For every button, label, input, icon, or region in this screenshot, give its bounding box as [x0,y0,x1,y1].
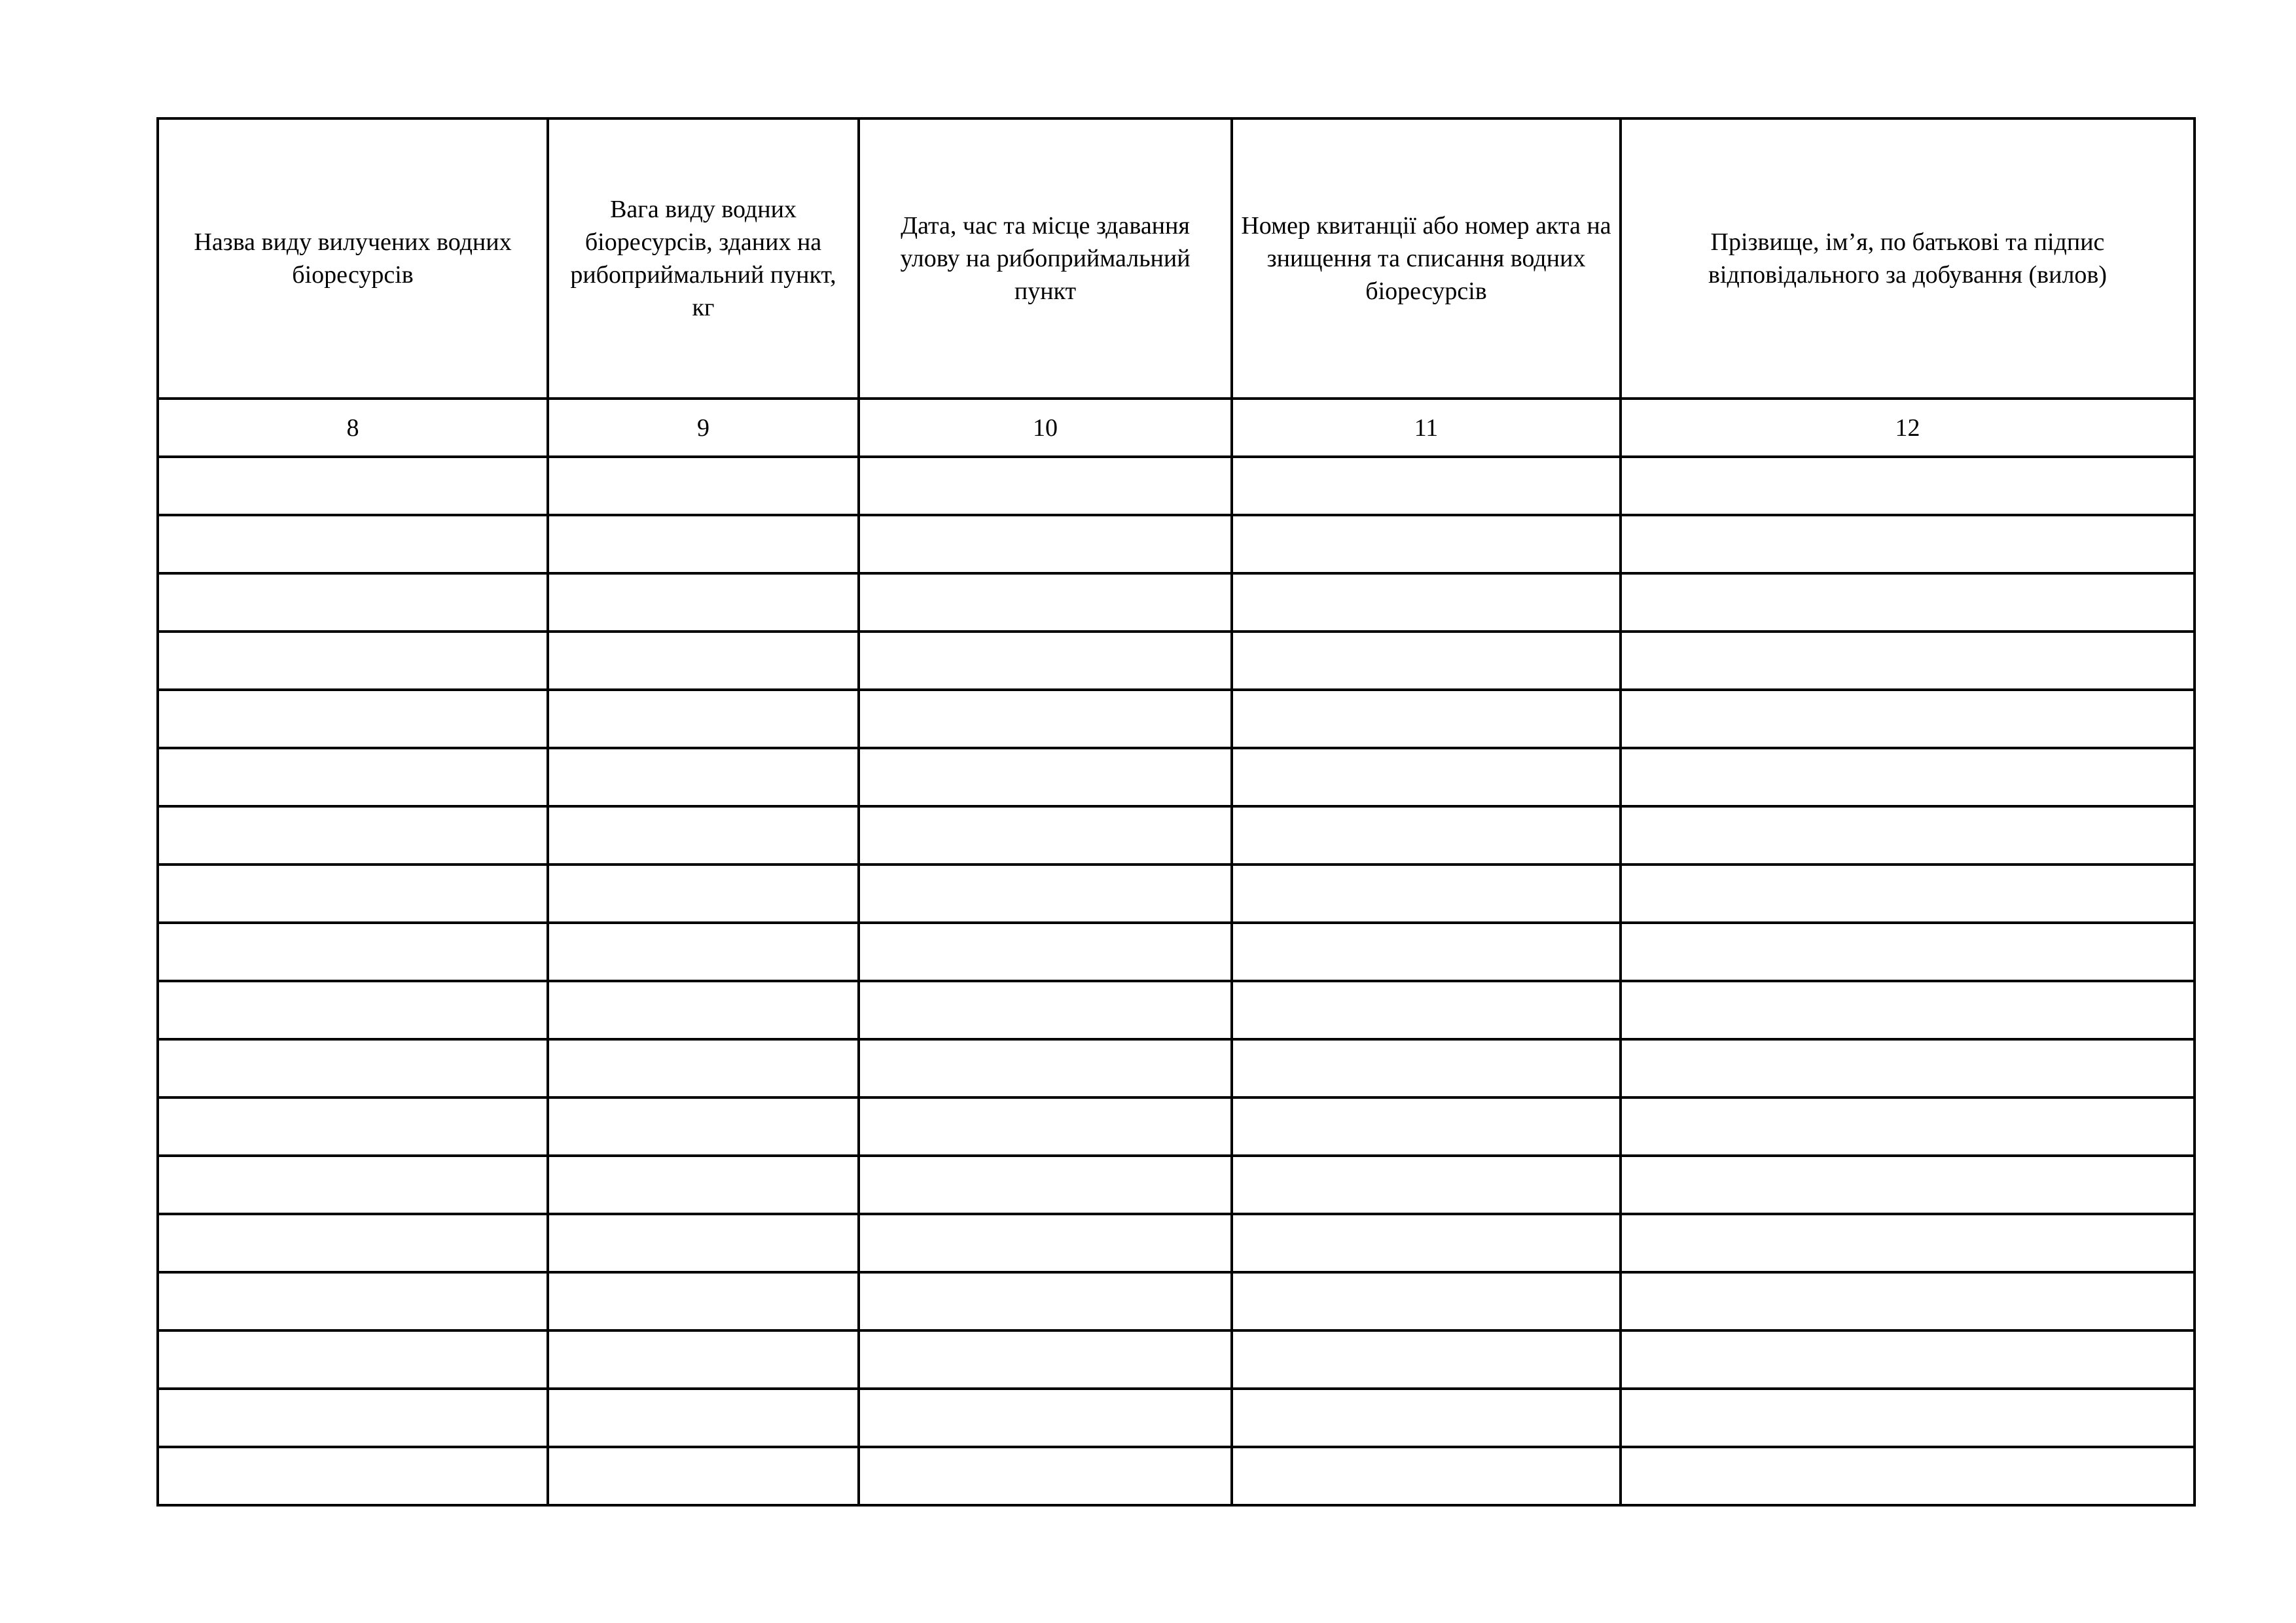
table-row [158,748,2195,806]
table-cell [859,1389,1232,1447]
table-cell [859,1214,1232,1272]
table-row [158,632,2195,690]
table-cell [1232,806,1621,865]
table-cell [1621,1156,2195,1214]
table-cell [548,806,859,865]
table-cell [1232,1039,1621,1097]
table-cell [158,1389,548,1447]
table-cell [548,1039,859,1097]
catch-record-table [156,117,2196,1507]
table-cell [859,1097,1232,1156]
table-cell [1232,1097,1621,1156]
table-cell [859,923,1232,981]
table-cell [1232,573,1621,632]
header-cell-receipt-number: Номер квитанції або номер акта на знищення та списання водних біоресурсів [1232,118,1621,399]
table-cell [859,981,1232,1039]
table-cell [1621,1214,2195,1272]
table-row [158,806,2195,865]
table-cell [548,1156,859,1214]
table-cell [1232,1447,1621,1505]
table-cell [859,806,1232,865]
table-row [158,865,2195,923]
table-row [158,573,2195,632]
table-cell [158,632,548,690]
table-cell [1621,1097,2195,1156]
header-cell-date-place: Дата, час та місце здавання улову на рибоприймальний пункт [859,118,1232,399]
table-cell [548,1389,859,1447]
table-cell [158,573,548,632]
table-cell [859,515,1232,573]
table-row [158,1214,2195,1272]
column-number-cell: 11 [1232,399,1621,457]
table-cell [158,923,548,981]
table-cell [548,865,859,923]
column-number-cell: 10 [859,399,1232,457]
table-cell [859,573,1232,632]
table-cell [1232,1214,1621,1272]
table-cell [1232,1156,1621,1214]
table-cell [859,457,1232,515]
table-cell [1232,457,1621,515]
table-cell [1232,865,1621,923]
column-number-row [158,399,2195,457]
table-cell [548,1447,859,1505]
table-row [158,1156,2195,1214]
table-cell [548,1330,859,1389]
header-cell-responsible-person: Прізвище, ім’я, по батькові та підпис відповідального за добування (вилов) [1621,118,2195,399]
table-cell [1621,573,2195,632]
table-cell [1621,923,2195,981]
table-cell [859,690,1232,748]
table-cell [158,748,548,806]
table-cell [859,1272,1232,1330]
table-row [158,1447,2195,1505]
table-cell [158,690,548,748]
table-cell [1232,981,1621,1039]
table-cell [859,865,1232,923]
table-cell [1621,806,2195,865]
table-cell [1621,865,2195,923]
table-row [158,1039,2195,1097]
table-cell [158,1039,548,1097]
table-cell [1232,1272,1621,1330]
table-row [158,690,2195,748]
table-cell [1621,748,2195,806]
header-cell-species-name: Назва виду вилучених водних біоресурсів [158,118,548,399]
table-row [158,1330,2195,1389]
table-cell [1621,1389,2195,1447]
table-cell [158,865,548,923]
table-cell [859,1039,1232,1097]
table-cell [158,1097,548,1156]
table-cell [548,1214,859,1272]
table-cell [548,1097,859,1156]
table-cell [1621,1039,2195,1097]
table-cell [548,632,859,690]
table-row [158,1389,2195,1447]
table-cell [158,457,548,515]
table-cell [158,515,548,573]
table-cell [1232,690,1621,748]
table-cell [548,923,859,981]
table-cell [548,981,859,1039]
table-cell [548,457,859,515]
table-cell [859,1156,1232,1214]
table-cell [859,748,1232,806]
header-cell-weight: Вага виду водних біоресурсів, зданих на рибоприймальний пункт, кг [548,118,859,399]
table-cell [158,1214,548,1272]
table-cell [1621,1330,2195,1389]
table-cell [1621,981,2195,1039]
column-number-cell: 12 [1621,399,2195,457]
table-cell [1621,632,2195,690]
table-row [158,923,2195,981]
table-cell [1621,1272,2195,1330]
table-cell [548,748,859,806]
table-header-row [158,118,2195,399]
table-cell [158,981,548,1039]
table-cell [1232,748,1621,806]
table-cell [548,515,859,573]
column-number-cell: 8 [158,399,548,457]
table-cell [1232,1330,1621,1389]
table-cell [859,1330,1232,1389]
table-cell [158,1272,548,1330]
table-cell [548,690,859,748]
table-cell [1232,515,1621,573]
table-cell [1621,690,2195,748]
table-cell [158,806,548,865]
table-row [158,981,2195,1039]
table-cell [548,573,859,632]
column-number-cell: 9 [548,399,859,457]
table-cell [1232,1389,1621,1447]
table-cell [1621,457,2195,515]
table-row [158,515,2195,573]
table-cell [158,1156,548,1214]
table-cell [1621,515,2195,573]
table-cell [1621,1447,2195,1505]
table-cell [859,1447,1232,1505]
table-cell [548,1272,859,1330]
table-cell [859,632,1232,690]
table-row [158,457,2195,515]
table-row [158,1097,2195,1156]
table-cell [1232,923,1621,981]
table-row [158,1272,2195,1330]
table-cell [1232,632,1621,690]
table-cell [158,1447,548,1505]
table-cell [158,1330,548,1389]
